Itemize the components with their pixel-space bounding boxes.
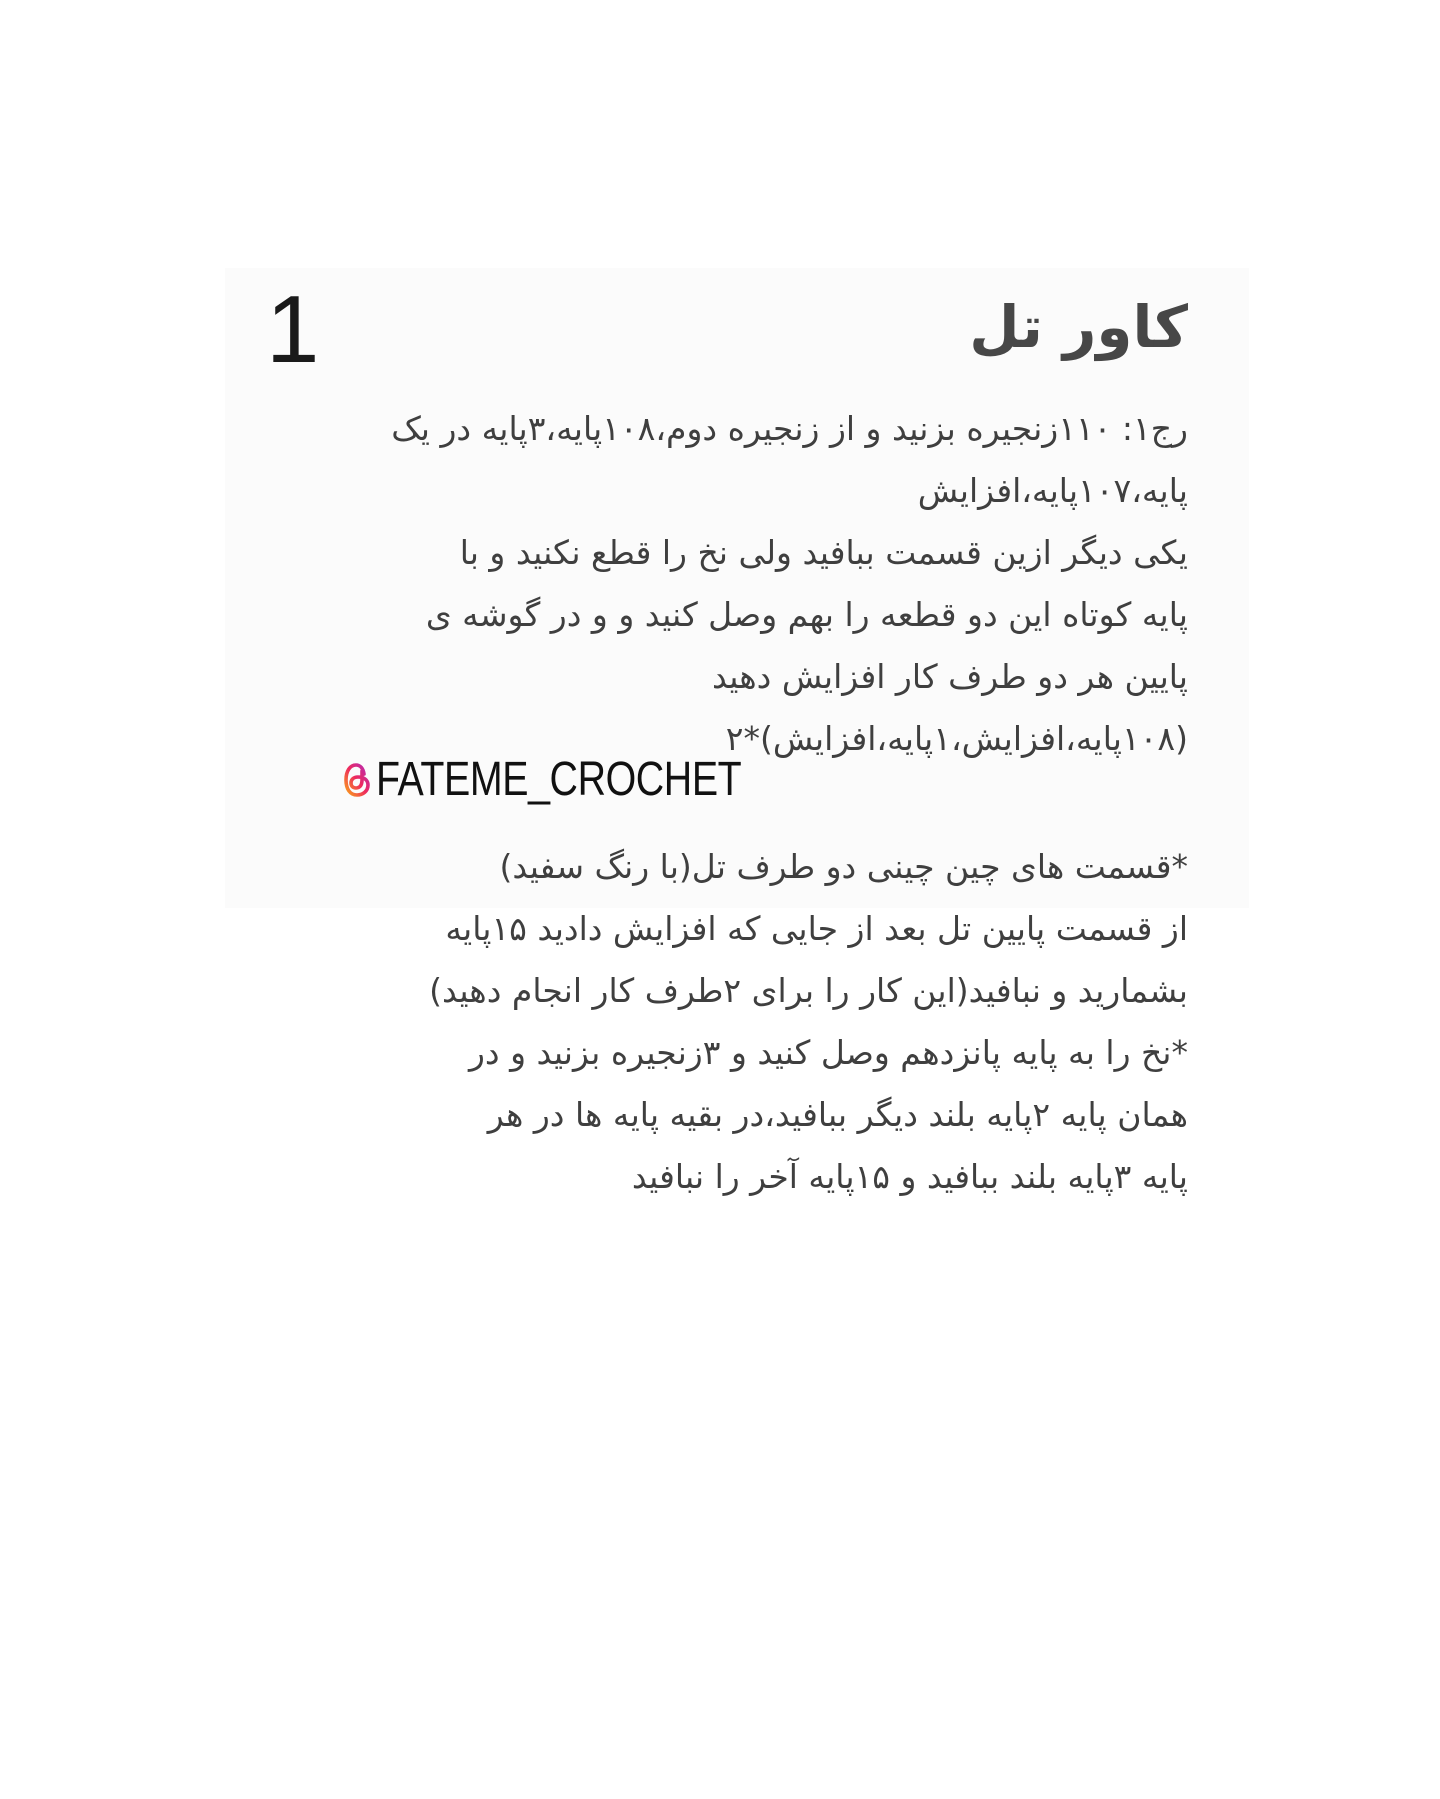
instruction-line: رج۱: ۱۱۰زنجیره بزنید و از زنجیره دوم،۱۰۸پایه،۳پایه در یک bbox=[391, 409, 1188, 448]
watermark bbox=[342, 753, 821, 806]
instruction-line: از قسمت پایین تل بعد از جایی که افزایش دادید ۱۵پایه bbox=[445, 909, 1188, 948]
instruction-line: پایه ۳پایه بلند ببافید و ۱۵پایه آخر را نبافید bbox=[631, 1157, 1188, 1196]
threads-icon bbox=[342, 762, 372, 798]
instruction-line: بشمارید و نبافید(این کار را برای ۲طرف کار انجام دهید) bbox=[429, 971, 1188, 1010]
instruction-line: یکی دیگر ازین قسمت ببافید ولی نخ را قطع نکنید و با bbox=[459, 533, 1188, 572]
instruction-line: پایه،۱۰۷پایه،افزایش bbox=[917, 471, 1188, 510]
instruction-line: همان پایه ۲پایه بلند دیگر ببافید،در بقیه پایه ها در هر bbox=[487, 1095, 1188, 1134]
instruction-line: پایه کوتاه این دو قطعه را بهم وصل کنید و و در گوشه ی bbox=[425, 595, 1188, 634]
instruction-line: (۱۰۸پایه،افزایش،۱پایه،افزایش)*۲ bbox=[725, 719, 1188, 758]
instruction-line: پایین هر دو طرف کار افزایش دهید bbox=[711, 657, 1188, 696]
page-title: کاور تل bbox=[969, 293, 1188, 361]
instructions-part-2 bbox=[328, 836, 1188, 1208]
instructions-part-1 bbox=[328, 398, 1188, 770]
instruction-line: *قسمت های چین چینی دو طرف تل(با رنگ سفید) bbox=[499, 847, 1188, 886]
watermark-handle: FATEME_CROCHET bbox=[376, 753, 742, 806]
page-number: 1 bbox=[266, 276, 320, 383]
instruction-line: *نخ را به پایه پانزدهم وصل کنید و ۳زنجیره بزنید و در bbox=[468, 1033, 1188, 1072]
